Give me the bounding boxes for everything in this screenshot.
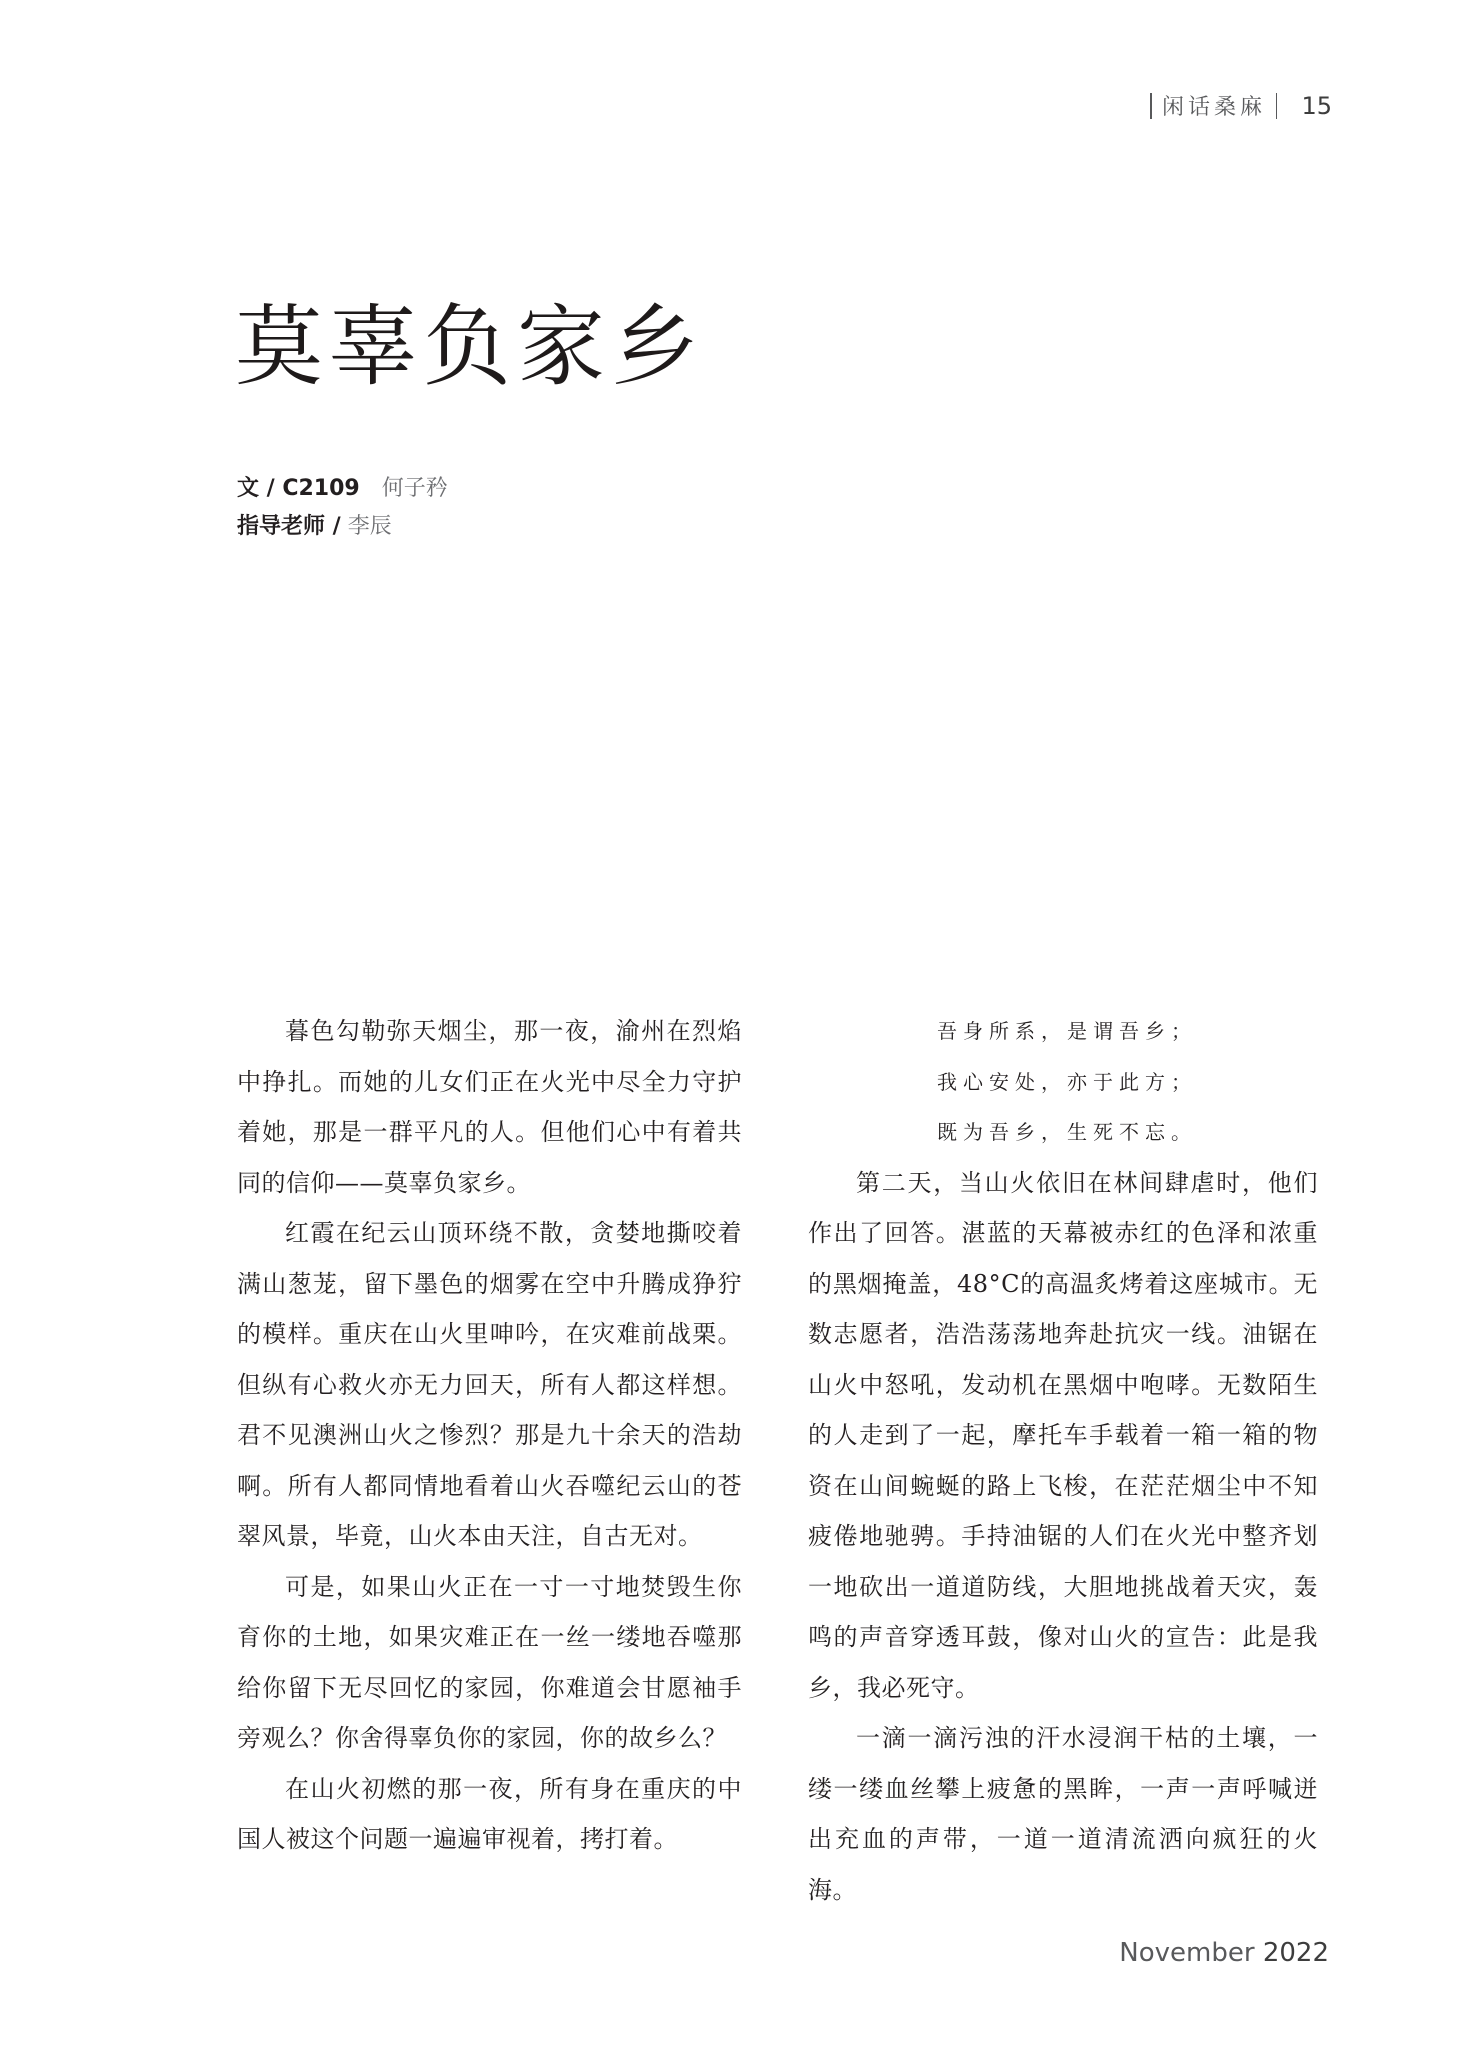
page-number: 15 <box>1301 91 1332 120</box>
issue-year: 2022 <box>1262 1938 1329 1968</box>
paragraph: 在山火初燃的那一夜，所有身在重庆的中国人被这个问题一遍遍审视着，拷打着。 <box>237 1774 742 1853</box>
header-divider-right <box>1276 93 1278 119</box>
body-column-right <box>808 1006 1318 1915</box>
advisor-label: 指导老师 / <box>237 514 341 539</box>
running-header <box>1140 90 1332 121</box>
body-column-left <box>237 1006 742 1865</box>
advisor-line <box>237 508 448 546</box>
poem-verse <box>808 1006 1318 1158</box>
paragraph: 可是，如果山火正在一寸一寸地焚毁生你育你的土地，如果灾难正在一丝一缕地吞噬那给你留下无尽回忆的家园，你难道会甘愿袖手旁观么？你舍得辜负你的家园，你的故乡么？ <box>237 1572 742 1752</box>
issue-month: November <box>1119 1938 1255 1968</box>
poem-line: 我心安处，亦于此方； <box>937 1069 1197 1094</box>
author-name: 何子矜 <box>381 476 448 501</box>
paragraph: 暮色勾勒弥天烟尘，那一夜，渝州在烈焰中挣扎。而她的儿女们正在火光中尽全力守护着她，那是一群平凡的人。但他们心中有着共同的信仰——莫辜负家乡。 <box>237 1017 742 1197</box>
section-name: 闲话桑麻 <box>1161 95 1266 120</box>
poem-line: 吾身所系，是谓吾乡； <box>937 1019 1197 1043</box>
author-label: 文 / C2109 <box>237 476 360 501</box>
poem-line: 既为吾乡，生死不忘。 <box>937 1120 1197 1144</box>
header-divider-left <box>1150 93 1152 119</box>
advisor-name: 李辰 <box>347 514 392 539</box>
paragraph: 红霞在纪云山顶环绕不散，贪婪地撕咬着满山葱茏，留下墨色的烟雾在空中升腾成狰狞的模样。重庆在山火里呻吟，在灾难前战栗。但纵有心救火亦无力回天，所有人都这样想。君不见澳洲山火之惨烈？那是九十余天的浩劫啊。所有人都同情地看着山火吞噬纪云山的苍翠风景，毕竟，山火本由天注，自古无对。 <box>237 1219 742 1550</box>
byline <box>237 470 448 546</box>
article-title: 莫辜负家乡 <box>235 295 706 398</box>
issue-date <box>1119 1938 1329 1968</box>
paragraph: 第二天，当山火依旧在林间肆虐时，他们作出了回答。湛蓝的天幕被赤红的色泽和浓重的黑烟掩盖，48°C的高温炙烤着这座城市。无数志愿者，浩浩荡荡地奔赴抗灾一线。油锯在山火中怒吼，发动机在黑烟中咆哮。无数陌生的人走到了一起，摩托车手载着一箱一箱的物资在山间蜿蜒的路上飞梭，在茫茫烟尘中不知疲倦地驰骋。手持油锯的人们在火光中整齐划一地砍出一道道防线，大胆地挑战着天灾，轰鸣的声音穿透耳鼓，像对山火的宣告：此是我乡，我必死守。 <box>808 1168 1318 1702</box>
author-line <box>237 470 448 508</box>
paragraph: 一滴一滴污浊的汗水浸润干枯的土壤，一缕一缕血丝攀上疲惫的黑眸，一声一声呼喊迸出充血的声带，一道一道清流洒向疯狂的火海。 <box>808 1724 1318 1904</box>
